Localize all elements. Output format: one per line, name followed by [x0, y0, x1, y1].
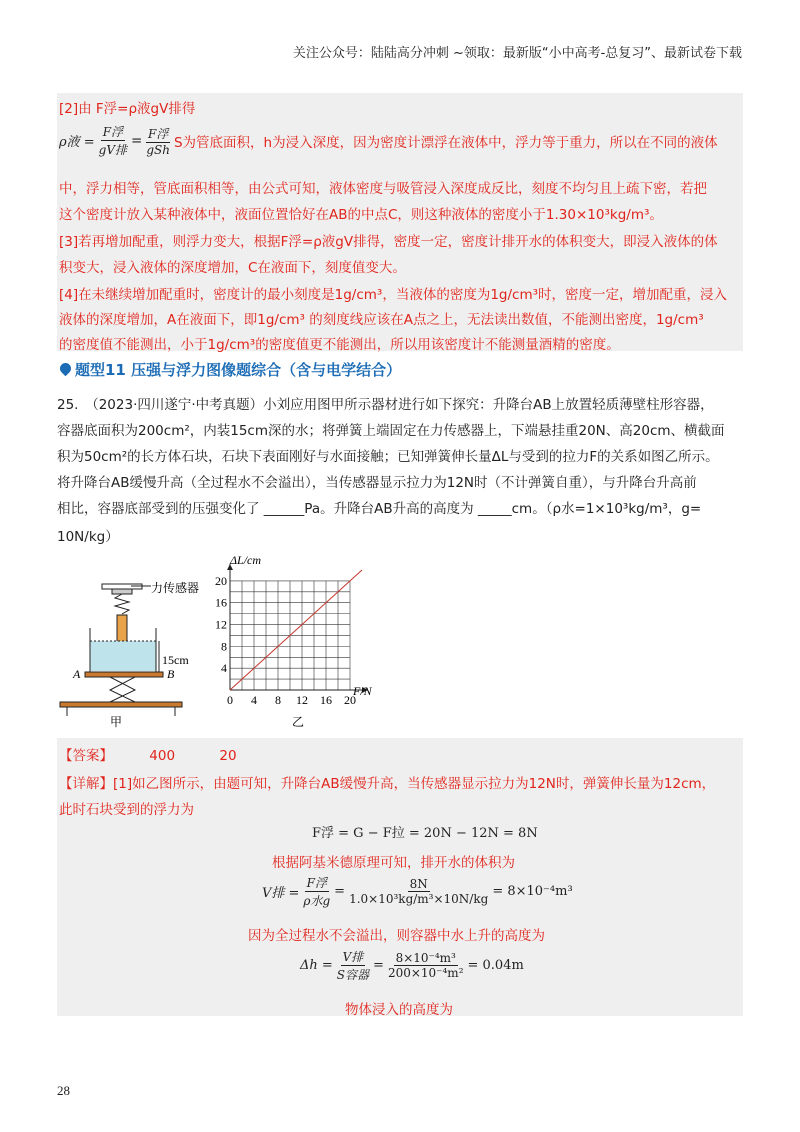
page-number: 28 [57, 1083, 70, 1098]
water [90, 641, 156, 671]
scissor-lift [110, 677, 135, 702]
page-header: 关注公众号：陆陆高分冲刺 ~领取：最新版“小中高考-总复习”、最新试卷下载 [292, 46, 742, 61]
sensor-label: 力传感器 [151, 581, 200, 595]
answer-line: [2]由 F浮=ρ液gV排得 [59, 101, 196, 117]
answer-label-text: 【答案】 [59, 748, 113, 764]
answer-line: 积变大，浸入液体的深度增加，C在液面下，刻度值变大。 [59, 260, 406, 276]
answer-line: [4]在未继续增加配重时，密度计的最小刻度是1g/cm³，当液体的密度为1g/cm³时，密度一定，增加配重，浸入 [59, 287, 728, 303]
y-tick-label: 16 [215, 595, 227, 610]
y-tick-label: 4 [221, 661, 227, 676]
base [60, 702, 182, 707]
previous-answer-box [57, 93, 743, 351]
equation-buoyancy: F浮 = G − F拉 = 20N − 12N = 8N [312, 826, 538, 841]
answer-line: 中，浮力相等，管底面积相等，由公式可知，液体密度与吸管浸入深度成反比，刻度不均匀且上疏下密，若把 [59, 181, 707, 197]
x-tick-label: 12 [296, 693, 308, 707]
answer-line: [3]若再增加配重，则浮力变大，根据F浮=ρ液gV排得，密度一定，密度计排开水的体积变大，即浸入液体的体 [59, 234, 718, 250]
question-line: 积为50cm²的长方体石块，石块下表面刚好与水面接触；已知弹簧伸长量ΔL与受到的拉力F的关系如图乙所示。 [57, 449, 719, 465]
y-axis-label: ΔL/cm [230, 553, 262, 567]
depth-label: 15cm [162, 653, 189, 667]
fraction: $\frac{\text{F浮}}{\text{ρ水g}}$ [303, 876, 331, 908]
answer-line: 的密度值不能测出，小于1g/cm³的密度值更不能测出，所以用该密度计不能测量酒精的密度。 [59, 337, 620, 353]
x-tick-label: 0 [227, 693, 233, 707]
fraction: $\frac{\text{F浮}}{\text{gV排}}$ [98, 125, 128, 157]
figure-caption: 甲 [110, 715, 123, 728]
explanation-text: 根据阿基米德原理可知，排开水的体积为 [272, 855, 515, 871]
label-a: A [73, 667, 81, 681]
fraction: $\frac{\text{V排}}{\text{S容器}}$ [336, 950, 370, 982]
x-tick-label: 20 [344, 693, 356, 707]
y-tick-label: 8 [221, 639, 227, 654]
x-tick-label: 4 [251, 693, 257, 707]
chart-caption: 乙 [292, 715, 305, 729]
answer-label [59, 744, 237, 764]
y-tick-label: 12 [215, 617, 227, 632]
fraction: $\frac{\text{F浮}}{\text{gSh}}$ [146, 126, 170, 157]
section-title: 题型11 压强与浮力图像题综合（含与电学结合） [60, 359, 401, 380]
x-tick-label: 16 [320, 693, 332, 707]
formula-line: ρ液 = $\frac{\text{F浮}}{\text{gV排}}$ = $\frac{\text{F浮}}{\text{gSh}}$ S为管底面积，h为浸入深度，因为密度计漂浮在液体中，浮力等于重力，所以在不同的液体 [59, 125, 718, 157]
detail-line: 【详解】[1]如乙图所示，由题可知，升降台AB缓慢升高，当传感器显示拉力为12N时，弹簧伸长量为12cm， [59, 776, 716, 792]
apparatus-diagram [55, 578, 205, 728]
fraction: $\frac{8N}{\text{1.0×10³kg/m³×10N/kg}}$ [349, 877, 489, 906]
location-pin-icon [58, 361, 74, 377]
spring [115, 594, 129, 614]
detail-line: 此时石块受到的浮力为 [59, 802, 194, 818]
question-line: 容器底面积为200cm²，内装15cm深的水；将弹簧上端固定在力传感器上，下端悬挂重20N、高20cm、横截面 [57, 423, 725, 439]
question-line: 将升降台AB缓慢升高（全过程水不会溢出），当传感器显示拉力为12N时（不计弹簧自重），与升降台升高前 [57, 475, 697, 491]
stone-block [117, 615, 127, 643]
lift-platform [85, 672, 163, 677]
answer-value-1: 400 [149, 748, 176, 764]
answer-line: 这个密度计放入某种液体中，液面位置恰好在AB的中点C，则这种液体的密度小于1.30×10³kg/m³。 [59, 207, 663, 223]
explanation-text: 物体浸入的高度为 [345, 1002, 453, 1018]
x-tick-label: 8 [275, 693, 281, 707]
question-line: 10N/kg） [57, 529, 119, 545]
question-line: 相比，容器底部受到的压强变化了 ______Pa。升降台AB升高的高度为 _____cm。（ρ水=1×10³kg/m³，g= [57, 501, 702, 517]
series-line [230, 570, 362, 690]
spring-chart [210, 550, 385, 730]
answer-value-2: 20 [219, 748, 237, 764]
explanation-text: 因为全过程水不会溢出，则容器中水上升的高度为 [248, 928, 545, 944]
label-b: B [167, 667, 175, 681]
question-line: 25. （2023·四川遂宁·中考真题）小刘应用图甲所示器材进行如下探究：升降台AB上放置轻质薄壁柱形容器， [57, 397, 714, 413]
equation-volume: V排 = $\frac{\text{F浮}}{\text{ρ水g}}$ = $\frac{8N}{\text{1.0×10³kg/m³×10N/kg}}$ = 8×10⁻⁴m³ [262, 876, 573, 908]
equation-height: Δh = $\frac{\text{V排}}{\text{S容器}}$ = $\frac{\text{8×10⁻⁴m³}}{\text{200×10⁻⁴m²}}$ = 0.04m [300, 950, 524, 982]
x-axis-label: F/N [353, 684, 372, 698]
y-tick-label: 20 [215, 573, 227, 588]
answer-line: 液体的深度增加，A在液面下，即1g/cm³ 的刻度线应该在A点之上，无法读出数值，不能测出密度，1g/cm³ [59, 312, 704, 328]
fraction: $\frac{\text{8×10⁻⁴m³}}{\text{200×10⁻⁴m²}}$ [387, 951, 464, 980]
force-sensor [112, 589, 132, 594]
